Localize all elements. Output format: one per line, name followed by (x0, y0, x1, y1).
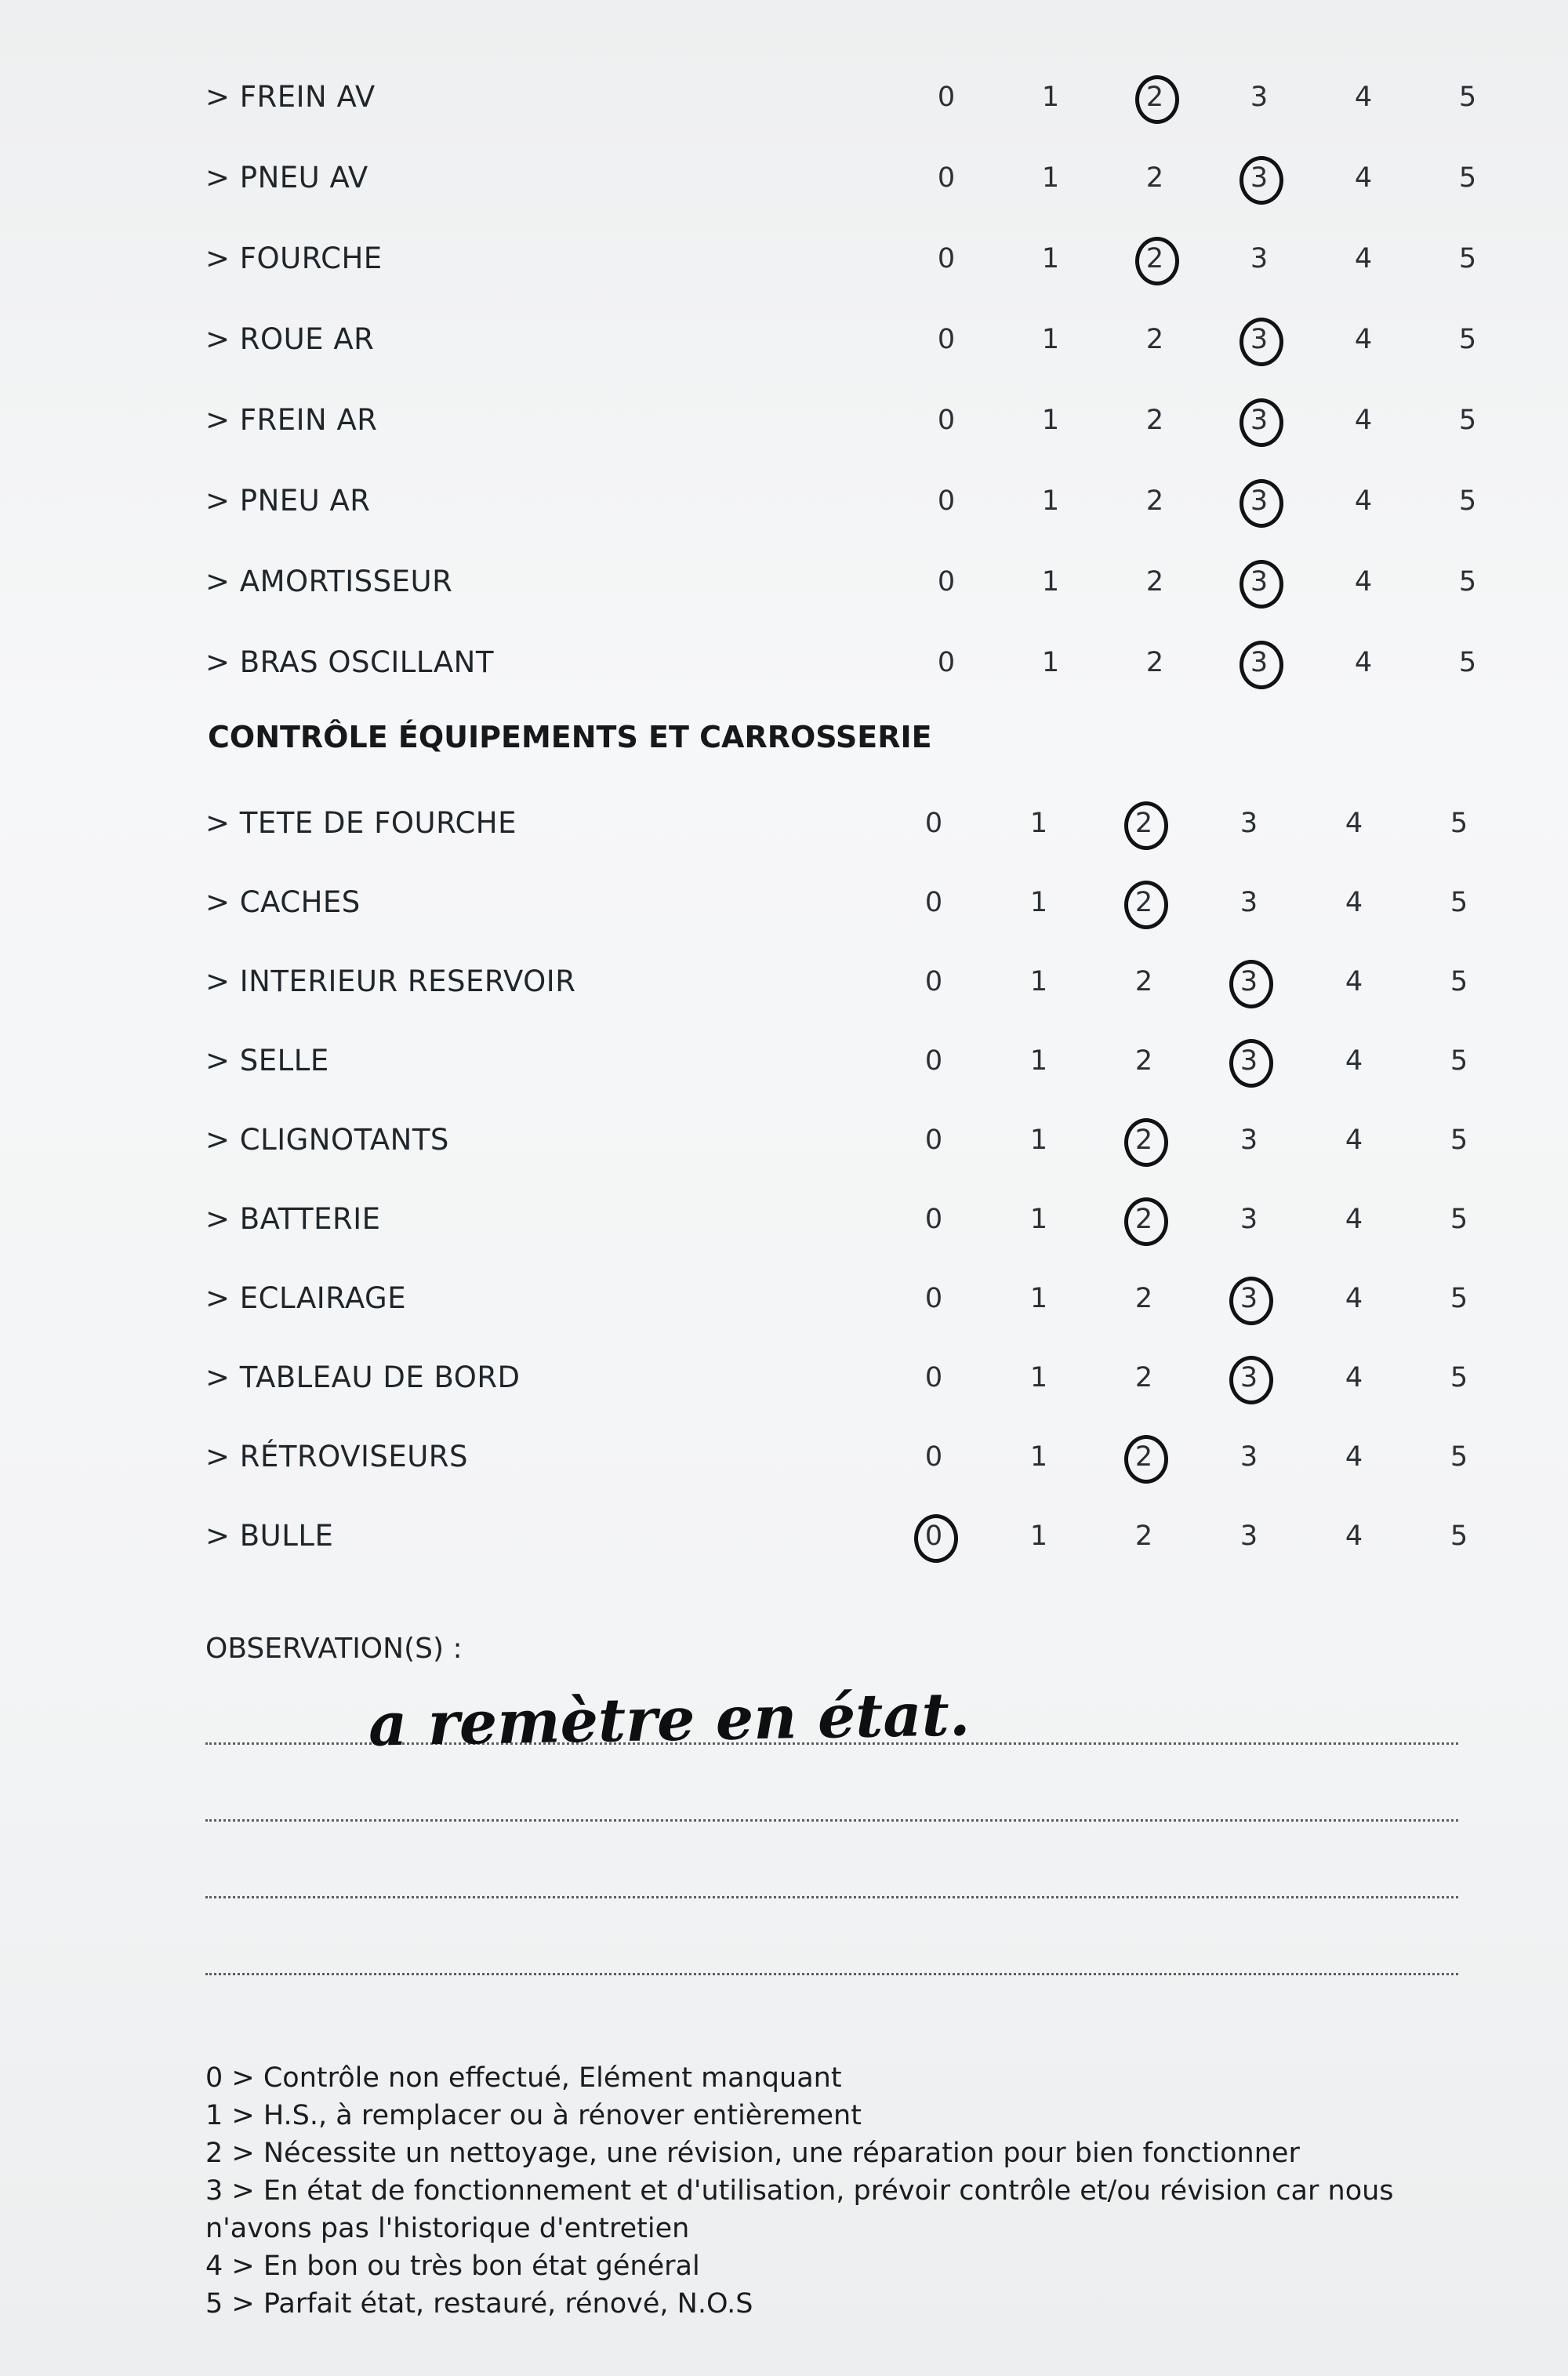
score-option[interactable]: 0 (937, 405, 956, 436)
score-option[interactable]: 1 (1029, 887, 1048, 918)
observations-label: OBSERVATION(S) : (205, 1633, 463, 1665)
score-option[interactable]: 4 (1345, 887, 1363, 918)
score-option[interactable]: 5 (1450, 887, 1468, 918)
score-option[interactable]: 3 (1240, 808, 1258, 839)
rating-row (0, 1036, 1568, 1091)
score-option[interactable]: 2 (1134, 1045, 1153, 1077)
score-option[interactable]: 1 (1041, 243, 1060, 274)
rating-row (0, 476, 1568, 531)
score-option[interactable]: 1 (1029, 1045, 1048, 1077)
score-option-selected[interactable]: 3 (1225, 966, 1272, 997)
score-option[interactable]: 2 (1145, 162, 1164, 194)
score-option[interactable]: 1 (1041, 647, 1060, 678)
score-option[interactable]: 3 (1240, 887, 1258, 918)
score-option-selected[interactable]: 3 (1236, 405, 1283, 436)
score-option[interactable]: 5 (1450, 1045, 1468, 1077)
score-option[interactable]: 0 (937, 243, 956, 274)
score-option-selected[interactable]: 3 (1236, 647, 1283, 678)
score-option-selected[interactable]: 3 (1225, 1362, 1272, 1393)
score-option[interactable]: 4 (1345, 1441, 1363, 1473)
item-label: > RÉTROVISEURS (205, 1440, 468, 1473)
item-label: > FOURCHE (205, 242, 383, 275)
score-option[interactable]: 1 (1041, 405, 1060, 436)
score-option-selected[interactable]: 3 (1225, 1045, 1272, 1077)
item-label: > BRAS OSCILLANT (205, 645, 494, 679)
score-option-selected[interactable]: 2 (1120, 808, 1167, 839)
score-option[interactable]: 1 (1041, 566, 1060, 598)
score-option[interactable]: 4 (1354, 243, 1373, 274)
score-option[interactable]: 4 (1345, 1520, 1363, 1552)
item-label: > AMORTISSEUR (205, 565, 453, 598)
score-option-selected[interactable]: 3 (1236, 324, 1283, 355)
rating-row (0, 234, 1568, 289)
score-option[interactable]: 4 (1345, 808, 1363, 839)
score-option[interactable]: 4 (1354, 485, 1373, 517)
item-label: > FREIN AR (205, 403, 378, 437)
score-option[interactable]: 0 (937, 566, 956, 598)
score-option[interactable]: 4 (1354, 324, 1373, 355)
rating-row (0, 1511, 1568, 1566)
item-label: > CACHES (205, 885, 361, 919)
item-label: > ROUE AR (205, 322, 375, 356)
score-option[interactable]: 2 (1145, 324, 1164, 355)
score-option[interactable]: 4 (1345, 1045, 1363, 1077)
score-option[interactable]: 0 (924, 1441, 943, 1473)
score-option[interactable]: 0 (937, 162, 956, 194)
score-option[interactable]: 1 (1029, 1204, 1048, 1235)
score-option[interactable]: 1 (1029, 808, 1048, 839)
score-option[interactable]: 5 (1458, 566, 1477, 598)
rating-row (0, 1432, 1568, 1487)
score-option[interactable]: 0 (924, 1045, 943, 1077)
score-option[interactable]: 0 (924, 887, 943, 918)
item-label: > FREIN AV (205, 80, 376, 114)
score-option[interactable]: 1 (1041, 485, 1060, 517)
legend-item: n'avons pas l'historique d'entretien (205, 2213, 690, 2244)
score-option[interactable]: 0 (937, 485, 956, 517)
score-option[interactable]: 1 (1029, 1441, 1048, 1473)
score-option-selected[interactable]: 2 (1120, 887, 1167, 918)
score-option[interactable]: 1 (1041, 324, 1060, 355)
score-option[interactable]: 5 (1458, 82, 1477, 113)
score-option[interactable]: 4 (1345, 1283, 1363, 1314)
score-option[interactable]: 5 (1450, 1204, 1468, 1235)
score-option[interactable]: 4 (1345, 966, 1363, 997)
score-option[interactable]: 0 (924, 966, 943, 997)
score-option[interactable]: 4 (1354, 82, 1373, 113)
score-option-selected[interactable]: 2 (1120, 1441, 1167, 1473)
score-option[interactable]: 1 (1029, 966, 1048, 997)
score-option[interactable]: 1 (1029, 1283, 1048, 1314)
score-option[interactable]: 4 (1354, 405, 1373, 436)
rating-row (0, 798, 1568, 853)
score-option[interactable]: 4 (1354, 566, 1373, 598)
item-label: > CLIGNOTANTS (205, 1123, 449, 1157)
score-option[interactable]: 3 (1240, 1520, 1258, 1552)
score-option[interactable]: 2 (1145, 647, 1164, 678)
observation-line (205, 1973, 1458, 1975)
score-option[interactable]: 5 (1450, 966, 1468, 997)
score-option[interactable]: 3 (1240, 1204, 1258, 1235)
section-title: CONTRÔLE ÉQUIPEMENTS ET CARROSSERIE (208, 720, 932, 754)
rating-row (0, 153, 1568, 208)
item-label: > PNEU AV (205, 161, 368, 194)
rating-row (0, 638, 1568, 692)
observation-line (205, 1896, 1458, 1898)
score-option[interactable]: 2 (1134, 966, 1153, 997)
legend-item: 4 > En bon ou très bon état général (205, 2251, 700, 2282)
score-option-selected[interactable]: 3 (1236, 485, 1283, 517)
handwritten-observation: a remètre en état. (368, 1679, 971, 1760)
score-option[interactable]: 1 (1041, 82, 1060, 113)
score-option[interactable]: 0 (924, 1362, 943, 1393)
score-option[interactable]: 0 (924, 1283, 943, 1314)
score-option[interactable]: 0 (937, 324, 956, 355)
score-option[interactable]: 4 (1354, 162, 1373, 194)
score-option-selected[interactable]: 2 (1120, 1124, 1167, 1156)
score-option[interactable]: 5 (1450, 1283, 1468, 1314)
score-option[interactable]: 5 (1450, 1520, 1468, 1552)
score-option[interactable]: 2 (1145, 405, 1164, 436)
score-option[interactable]: 2 (1145, 566, 1164, 598)
score-option-selected[interactable]: 0 (910, 1520, 957, 1552)
score-option-selected[interactable]: 2 (1131, 243, 1178, 274)
rating-row (0, 72, 1568, 127)
rating-legend (205, 2059, 1538, 2323)
rating-row (0, 395, 1568, 450)
item-label: > PNEU AR (205, 484, 371, 518)
rating-row (0, 557, 1568, 612)
rating-row (0, 314, 1568, 369)
score-option-selected[interactable]: 3 (1236, 162, 1283, 194)
score-option[interactable]: 5 (1458, 485, 1477, 517)
item-label: > SELLE (205, 1044, 329, 1077)
score-option[interactable]: 3 (1250, 243, 1269, 274)
score-option[interactable]: 0 (924, 1124, 943, 1156)
score-option[interactable]: 2 (1134, 1362, 1153, 1393)
score-option[interactable]: 5 (1450, 1362, 1468, 1393)
score-option-selected[interactable]: 2 (1120, 1204, 1167, 1235)
score-option[interactable]: 2 (1134, 1283, 1153, 1314)
item-label: > TABLEAU DE BORD (205, 1361, 521, 1394)
score-option[interactable]: 5 (1450, 1441, 1468, 1473)
legend-item: 2 > Nécessite un nettoyage, une révision, une réparation pour bien fonctionner (205, 2138, 1300, 2169)
score-option[interactable]: 0 (924, 808, 943, 839)
score-option[interactable]: 1 (1029, 1520, 1048, 1552)
rating-row (0, 1194, 1568, 1249)
score-option[interactable]: 3 (1240, 1441, 1258, 1473)
score-option[interactable]: 0 (924, 1204, 943, 1235)
item-label: > ECLAIRAGE (205, 1281, 407, 1315)
rating-row (0, 1273, 1568, 1328)
score-option[interactable]: 2 (1145, 485, 1164, 517)
item-label: > TETE DE FOURCHE (205, 806, 517, 840)
score-option[interactable]: 1 (1029, 1362, 1048, 1393)
legend-item: 1 > H.S., à remplacer ou à rénover entièrement (205, 2100, 862, 2131)
score-option[interactable]: 5 (1458, 405, 1477, 436)
item-label: > BATTERIE (205, 1202, 381, 1236)
item-label: > BULLE (205, 1519, 334, 1553)
score-option[interactable]: 5 (1450, 1124, 1468, 1156)
score-option-selected[interactable]: 3 (1225, 1283, 1272, 1314)
score-option[interactable]: 5 (1458, 647, 1477, 678)
score-option[interactable]: 5 (1458, 162, 1477, 194)
score-option[interactable]: 3 (1250, 82, 1269, 113)
score-option[interactable]: 1 (1041, 162, 1060, 194)
score-option[interactable]: 2 (1134, 1520, 1153, 1552)
score-option[interactable]: 3 (1240, 1124, 1258, 1156)
legend-item: 0 > Contrôle non effectué, Elément manquant (205, 2062, 842, 2094)
score-option[interactable]: 5 (1458, 324, 1477, 355)
score-option[interactable]: 4 (1345, 1362, 1363, 1393)
score-option[interactable]: 4 (1354, 647, 1373, 678)
rating-row (0, 1353, 1568, 1408)
score-option[interactable]: 0 (937, 647, 956, 678)
score-option-selected[interactable]: 2 (1131, 82, 1178, 113)
score-option[interactable]: 1 (1029, 1124, 1048, 1156)
item-label: > INTERIEUR RESERVOIR (205, 965, 576, 998)
rating-row (0, 1115, 1568, 1170)
score-option[interactable]: 4 (1345, 1204, 1363, 1235)
score-option-selected[interactable]: 3 (1236, 566, 1283, 598)
score-option[interactable]: 0 (937, 82, 956, 113)
rating-row (0, 877, 1568, 932)
score-option[interactable]: 5 (1450, 808, 1468, 839)
score-option[interactable]: 4 (1345, 1124, 1363, 1156)
rating-row (0, 957, 1568, 1012)
legend-item: 3 > En état de fonctionnement et d'utilisation, prévoir contrôle et/ou révision car nous (205, 2175, 1394, 2207)
legend-item: 5 > Parfait état, restauré, rénové, N.O.S (205, 2288, 753, 2320)
score-option[interactable]: 5 (1458, 243, 1477, 274)
observation-line (205, 1819, 1458, 1822)
